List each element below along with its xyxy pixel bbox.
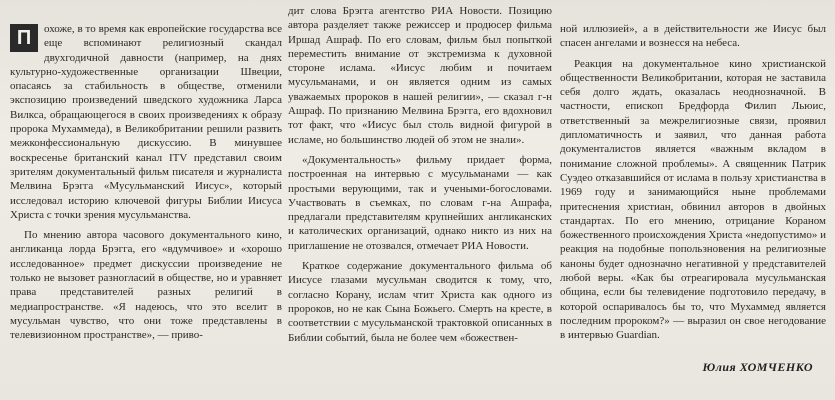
author-byline: Юлия ХОМЧЕНКО [702,360,813,374]
article-column-3 [560,22,826,343]
article-paragraph: Краткое содержание документального фильма об Иисусе глазами мусульман сводится к тому, что, согласно Корану, ислам чтит Христа как одного из пророков, но не как Сына Божьего. Смерть на кресте, в соответствии с мусульманской трактовкой описанных в Библии событий, была не более чем «божествен- [288,260,552,344]
article-paragraph: ной иллюзией», а в действительности же Иисус был спасен ангелами и вознесся на небеса. [560,23,826,50]
article-paragraph: По мнению автора часового документального кино, англиканца лорда Брэгга, его «вдумчивое» и «хорошо исследованное» предмет дискуссии произведение не только не вызовет разногласий в обществе, но и уравняет права представителей разных религий в медиапространстве. «Я надеюсь, что это вселит в мусульман чувство, что они тоже представлены в телевизионном пространстве», — приво- [10,229,282,342]
article-paragraph [10,22,282,222]
article-paragraph: «Документальность» фильму придает форма, построенная на интервью с мусульманами — как простыми верующими, так и учеными-богословами. Участвовать в съемках, по словам г-на Ашрафа, предлагали представителям крупнейших англиканских и католических организаций, однако никто из них на приглашение не отозвался, отмечает РИА Новости. [288,153,552,252]
drop-cap: П [10,24,38,52]
article-column-2 [288,4,552,345]
article-paragraph: дит слова Брэгга агентство РИА Новости. Позицию автора разделяет также режиссер и продюсер фильма Иршад Ашраф. По его словам, фильм был попыткой переместить внимание от экстремизма к духовной стороне ислама. «Иисус любим и почитаем мусульманами, и он является одним из самых уважаемых пророков в нашей религии», — сказал г-н Ашраф. По признанию Мелвина Брэгга, его вдохновил тот факт, что «Иисус был столь видной фигурой в исламе, но большинство людей об этом не знали». [288,5,552,146]
article-column-1 [10,22,282,343]
paragraph-text: охоже, в то время как европейские государства все еще вспоминают религиозный скандал двухгодичной давности (например, на днях культурно-художественные организации Швеции, опасаясь за стабильность в обществе, отменили экспозицию произведений шведского художника Ларса Вилкса, обращающегося в своих произведениях к образу пророка Мухаммеда), в Великобритании решили развить межконфессиональную дискуссию. В минувшее воскресенье британский канал ITV представил своим зрителям документальный фильм писателя и журналиста Мелвина Брэгга «Мусульманский Иисус», который исследовал историю ключевой фигуры Библии Иисуса Христа с точки зрения мусульманства. [10,23,282,221]
article-paragraph: Реакция на документальное кино христианской общественности Великобритании, которая не заставила себя долго ждать, оказалась неоднозначной. В частности, епископ Бредфорда Филип Льюис, ответственный за межрелигиозные связи, проявил дипломатичность и заявил, что данная работа документалистов является «важным вкладом в понимание сложной проблемы». А священник Патрик Суэдео отказавшийся от ислама в пользу христианства в 1969 году и занимающийся ныне проблемами притеснения христиан, обвинил авторов в двойных стандартах. По его мнению, отрицание Кораном божественного происхождения Христа «недопустимо» и реакция на подобные попользновения на религиозные каноны будет однозначно негативной у представителей любой веры. «Как бы отреагировала мусульманская община, если бы телевидение подготовило передачу, в которой оспаривалось бы то, что Мухаммед является последним пророком?» — выразил он свое негодование в интервью Guardian. [560,57,826,342]
